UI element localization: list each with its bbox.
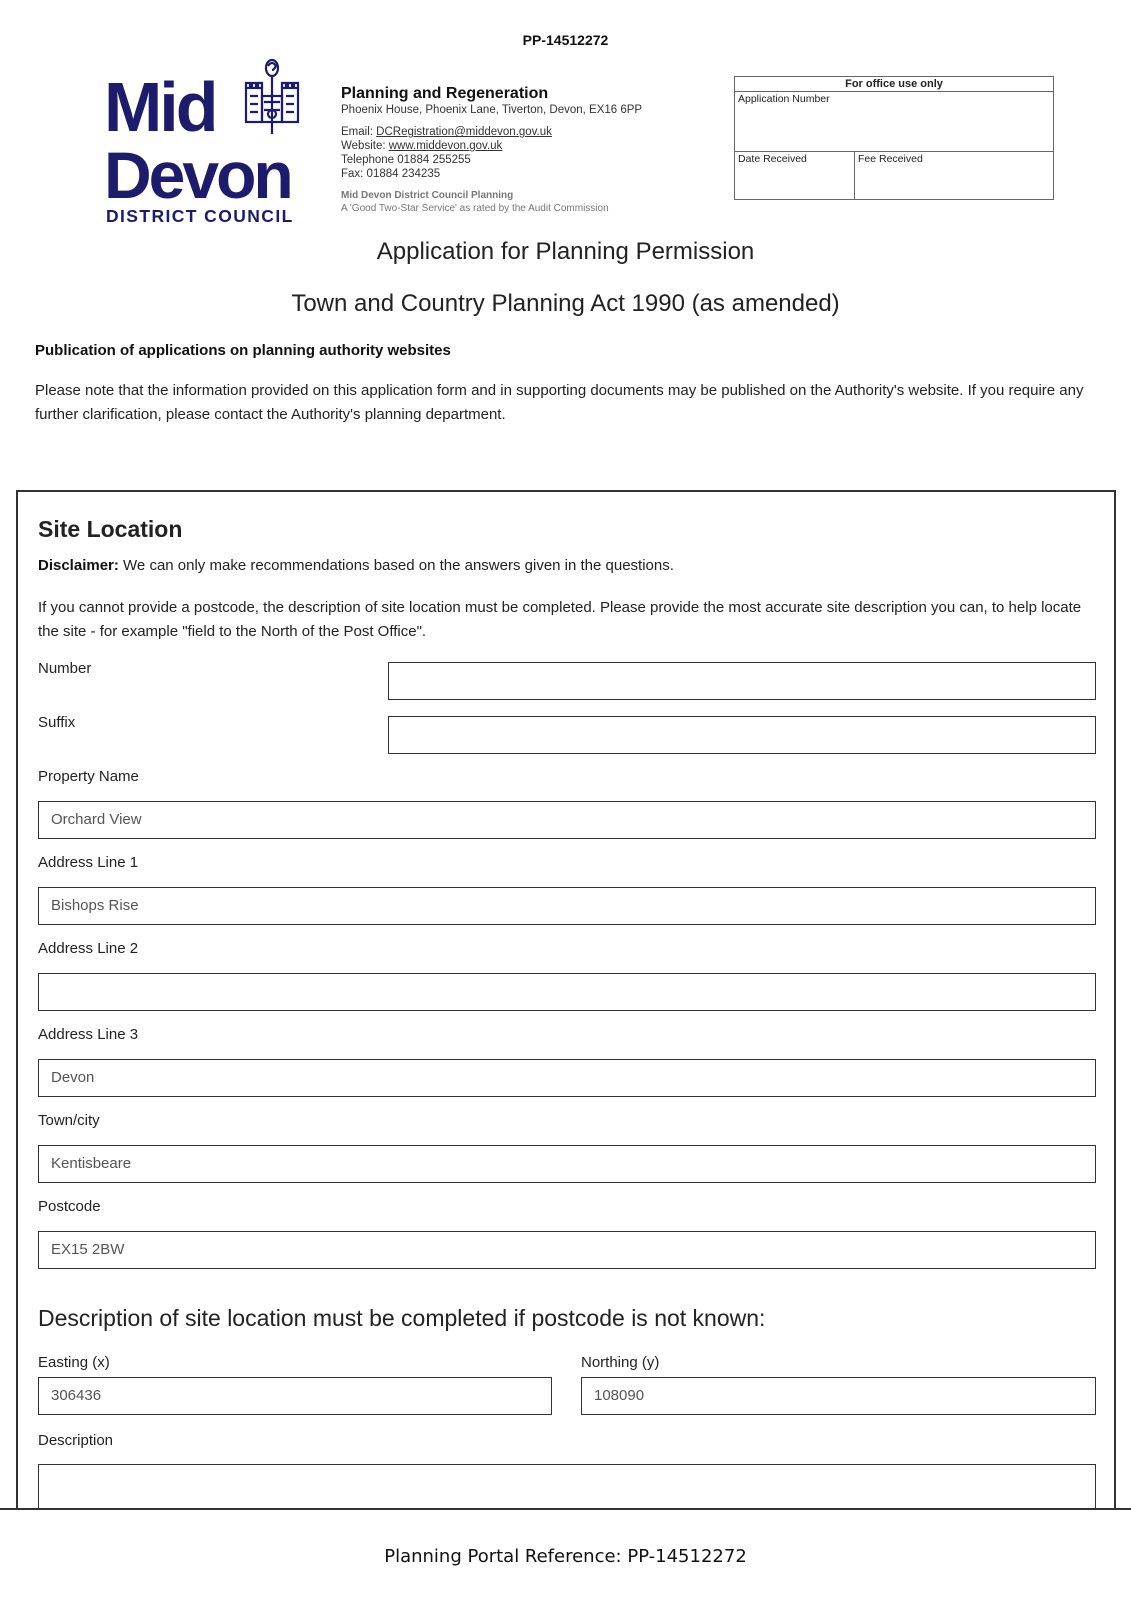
website-line bbox=[341, 139, 721, 153]
application-number-label: Application Number bbox=[738, 93, 830, 105]
publication-text: Please note that the information provided on this application form and in supporting documents may be published on the Authority's website. If you require any further clarification, please contact the Authority's planning department. bbox=[35, 382, 1084, 423]
fee-received-cell bbox=[855, 152, 1053, 199]
application-number-cell bbox=[735, 92, 1053, 152]
website-label: Website: bbox=[341, 140, 389, 153]
property-name-field[interactable]: Orchard View bbox=[38, 801, 1096, 839]
office-use-box bbox=[734, 76, 1054, 200]
footer-reference: Planning Portal Reference: PP-14512272 bbox=[384, 1546, 747, 1567]
logo-text-devon: Devon bbox=[104, 138, 291, 212]
number-field[interactable] bbox=[388, 662, 1096, 700]
department-address: Phoenix House, Phoenix Lane, Tiverton, Devon, EX16 6PP bbox=[341, 104, 643, 117]
description-label: Description bbox=[38, 1432, 114, 1449]
northing-field[interactable]: 108090 bbox=[581, 1377, 1096, 1415]
document-title: Application for Planning Permission bbox=[376, 238, 755, 265]
description-field[interactable] bbox=[38, 1464, 1096, 1510]
address-line-2-label: Address Line 2 bbox=[38, 940, 139, 957]
postcode-field[interactable]: EX15 2BW bbox=[38, 1231, 1096, 1269]
suffix-field[interactable] bbox=[388, 716, 1096, 754]
tagline-1: Mid Devon District Council Planning bbox=[341, 190, 514, 202]
property-name-label: Property Name bbox=[38, 768, 139, 785]
disclaimer-label: Disclaimer: bbox=[38, 557, 119, 574]
section-title: Site Location bbox=[38, 516, 183, 542]
department-contact-block bbox=[341, 84, 721, 215]
northing-label: Northing (y) bbox=[581, 1354, 660, 1371]
council-crest-icon bbox=[242, 58, 302, 136]
address-line-2-field[interactable] bbox=[38, 973, 1096, 1011]
email-link[interactable]: DCRegistration@middevon.gov.uk bbox=[376, 126, 552, 139]
website-link[interactable]: www.middevon.gov.uk bbox=[388, 140, 503, 153]
mid-devon-logo bbox=[104, 58, 318, 230]
town-city-label: Town/city bbox=[38, 1112, 100, 1129]
logo-text-mid: Mid bbox=[104, 68, 216, 146]
suffix-label: Suffix bbox=[38, 714, 76, 731]
easting-field[interactable]: 306436 bbox=[38, 1377, 552, 1415]
easting-label: Easting (x) bbox=[38, 1354, 110, 1371]
office-use-heading: For office use only bbox=[735, 77, 1053, 92]
disclaimer-text: We can only make recommendations based on the answers given in the questions. bbox=[118, 557, 674, 574]
address-line-1-field[interactable]: Bishops Rise bbox=[38, 887, 1096, 925]
address-line-1-label: Address Line 1 bbox=[38, 854, 139, 871]
postcode-label: Postcode bbox=[38, 1198, 101, 1215]
site-location-section bbox=[16, 490, 1116, 1510]
page-reference: PP-14512272 bbox=[522, 32, 609, 48]
number-label: Number bbox=[38, 660, 92, 677]
address-line-3-label: Address Line 3 bbox=[38, 1026, 139, 1043]
postcode-info-text: If you cannot provide a postcode, the description of site location must be completed. Please provide the most accurate site description you can, to help locate the site - for example "field to the North of the Post Office". bbox=[38, 599, 1082, 640]
email-label: Email: bbox=[341, 126, 377, 139]
town-city-field[interactable]: Kentisbeare bbox=[38, 1145, 1096, 1183]
tagline-2: A 'Good Two-Star Service' as rated by the Audit Commission bbox=[341, 203, 609, 215]
description-section-title: Description of site location must be completed if postcode is not known: bbox=[38, 1305, 766, 1331]
telephone: Telephone 01884 255255 bbox=[341, 154, 471, 167]
date-received-label: Date Received bbox=[738, 153, 807, 165]
footer-divider bbox=[0, 1508, 1131, 1510]
date-received-cell bbox=[735, 152, 855, 199]
logo-text-council: DISTRICT COUNCIL bbox=[106, 206, 294, 226]
fee-received-label: Fee Received bbox=[858, 153, 923, 165]
document-subtitle: Town and Country Planning Act 1990 (as amended) bbox=[291, 290, 840, 317]
disclaimer bbox=[38, 557, 674, 574]
address-line-3-field[interactable]: Devon bbox=[38, 1059, 1096, 1097]
department-title: Planning and Regeneration bbox=[341, 85, 549, 102]
fax: Fax: 01884 234235 bbox=[341, 168, 441, 181]
email-line bbox=[341, 125, 721, 139]
publication-heading: Publication of applications on planning authority websites bbox=[35, 342, 451, 359]
